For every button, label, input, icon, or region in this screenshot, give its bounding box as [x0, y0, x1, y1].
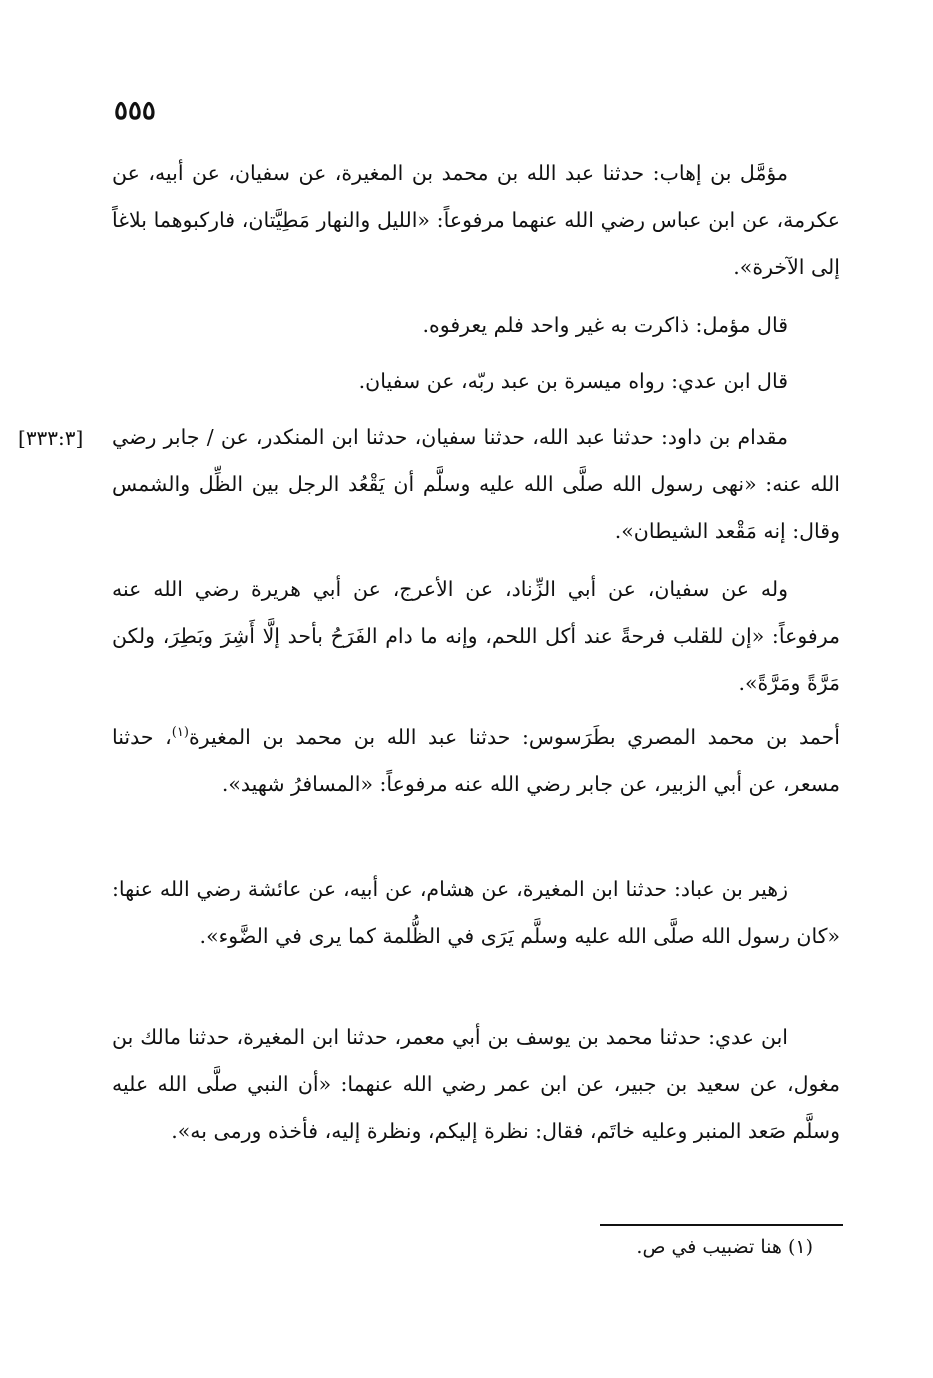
footnote	[636, 1236, 813, 1258]
paragraph-5	[112, 566, 840, 707]
paragraph-text: زهير بن عباد: حدثنا ابن المغيرة، عن هشام، عن أبيه، عن عائشة رضي الله عنها: «كان رسول الله صلَّى الله عليه وسلَّم يَرَى في الظُّلمة كما يرى في الضَّوء».	[112, 877, 840, 948]
paragraph-text: مقدام بن داود: حدثنا عبد الله، حدثنا سفيان، حدثنا ابن المنكدر، عن / جابر رضي الله عنه: «نهى رسول الله صلَّى الله عليه وسلَّم أن يَقْعُد الرجل بين الظِّل والشمس وقال: إنه مَقْعد الشيطان».	[112, 425, 840, 543]
paragraph-4	[112, 414, 840, 555]
footnote-text: هنا تضبيب في ص.	[636, 1236, 782, 1258]
paragraph-2	[112, 302, 840, 349]
margin-volume-reference: [٣٣٣:٣]	[18, 426, 84, 450]
page-number: ٥٥٥	[114, 96, 156, 126]
paragraph-7	[112, 866, 840, 960]
footnote-marker: (١)	[787, 1236, 813, 1258]
paragraph-3	[112, 358, 840, 405]
footnote-divider	[600, 1224, 843, 1226]
paragraph-text: وله عن سفيان، عن أبي الزِّناد، عن الأعرج، عن أبي هريرة رضي الله عنه مرفوعاً: «إن للقلب فرحةً عند أكل اللحم، وإنه ما دام الفَرَحُ بأحد إلَّا أَشِرَ وبَطِرَ، ولكن مَرَّةً ومَرَّةً».	[112, 577, 840, 695]
paragraph-text: قال ابن عدي: رواه ميسرة بن عبد ربّه، عن سفيان.	[358, 369, 788, 393]
paragraph-text: ابن عدي: حدثنا محمد بن يوسف بن أبي معمر، حدثنا ابن المغيرة، حدثنا مالك بن مغول، عن سعيد بن جبير، عن ابن عمر رضي الله عنهما: «أن النبي صلَّى الله عليه وسلَّم صَعد المنبر وعليه خاتَم، فقال: نظرة إليكم، ونظرة إليه، فأخذه ورمى به».	[112, 1025, 840, 1143]
paragraph-text-part: أحمد بن محمد المصري بطَرَسوس: حدثنا عبد الله بن محمد بن المغيرة	[188, 725, 840, 749]
paragraph-8	[112, 1014, 840, 1155]
paragraph-1	[112, 150, 840, 291]
footnote-reference-marker: (١)	[171, 725, 189, 741]
paragraph-text: مؤمَّل بن إهاب: حدثنا عبد الله بن محمد بن المغيرة، عن سفيان، عن أبيه، عن عكرمة، عن ابن عباس رضي الله عنهما مرفوعاً: «الليل والنهار مَطِيَّتان، فاركبوهما بلاغاً إلى الآخرة».	[112, 161, 840, 279]
paragraph-text: قال مؤمل: ذاكرت به غير واحد فلم يعرفوه.	[422, 313, 788, 337]
paragraph-text-part: ، حدثنا مسعر، عن أبي الزبير، عن جابر رضي الله عنه مرفوعاً: «المسافرُ شهيد».	[112, 725, 840, 796]
paragraph-text	[112, 714, 840, 808]
paragraph-6	[112, 714, 840, 808]
